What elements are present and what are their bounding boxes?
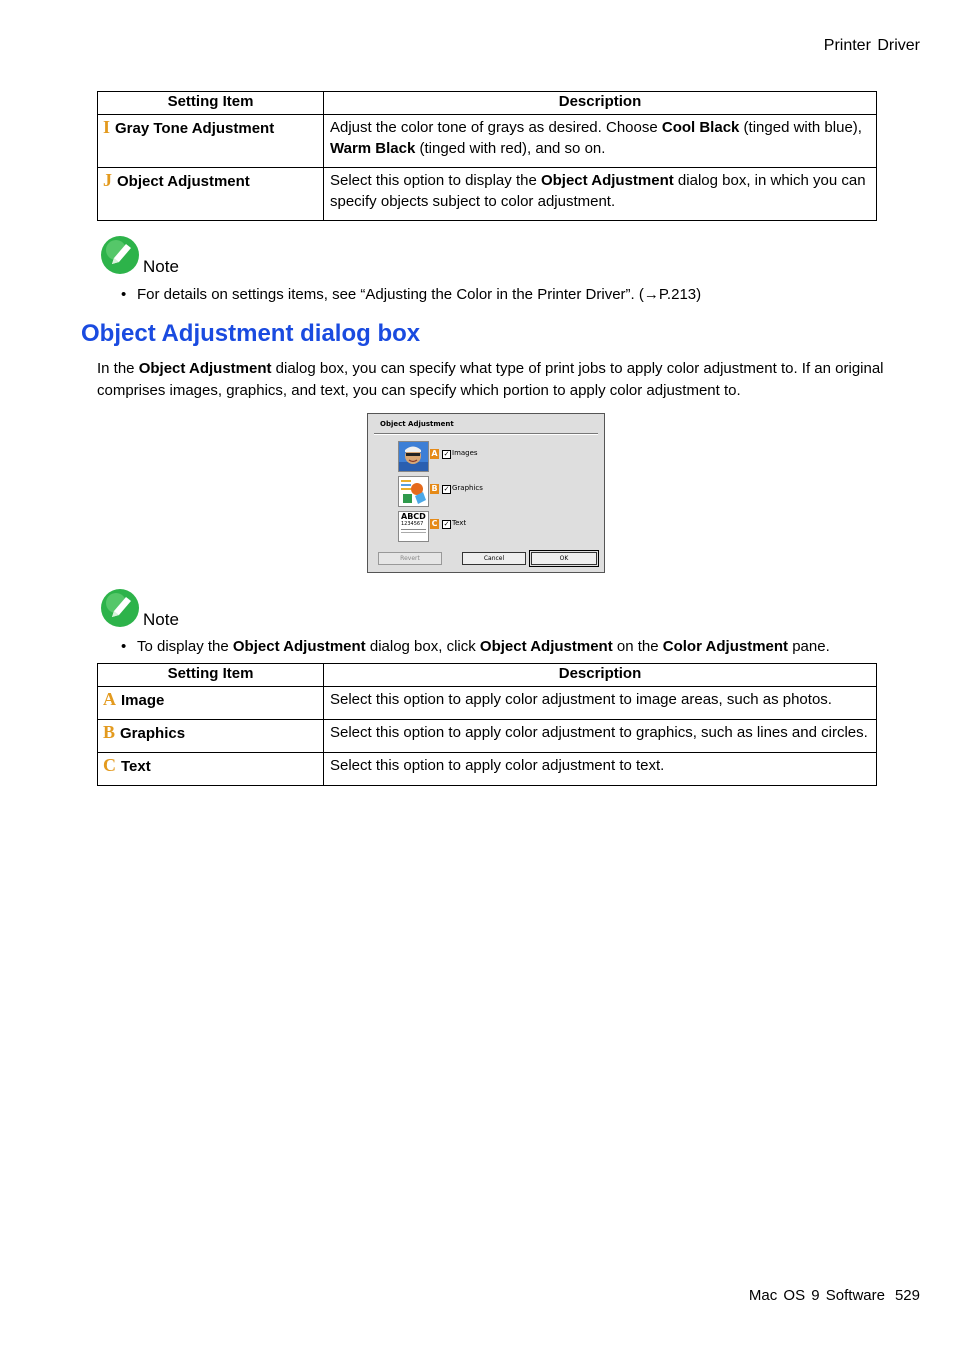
desc-text: dialog box, in which you can specify objects subject to color adjustment. bbox=[330, 172, 866, 210]
note-bullet-text: For details on settings items, see “Adjusting the Color in the Printer Driver”. (→P.213) bbox=[137, 286, 702, 303]
setting-item-name: Gray Tone Adjustment bbox=[115, 120, 275, 137]
option-letter: B bbox=[431, 484, 438, 493]
desc-text: Select this option to display the bbox=[330, 172, 541, 189]
images-thumbnail-icon bbox=[398, 441, 429, 472]
note-text: dialog box, click bbox=[365, 638, 480, 655]
note-text: on the bbox=[612, 638, 663, 655]
item-letter: B bbox=[103, 722, 116, 742]
bullet-dot: • bbox=[121, 638, 127, 655]
graphics-thumbnail-icon bbox=[398, 476, 429, 507]
note-bold-term: Color Adjustment bbox=[662, 638, 789, 655]
dialog-divider bbox=[374, 433, 598, 435]
footer-label: Mac OS 9 Software bbox=[748, 1287, 885, 1304]
dialog-title: Object Adjustment bbox=[380, 420, 454, 428]
table-row bbox=[98, 168, 877, 221]
column-header-setting-item: Setting Item bbox=[98, 92, 324, 115]
note-pencil-icon bbox=[100, 588, 140, 628]
images-checkbox[interactable]: ✓ bbox=[443, 450, 450, 458]
table-row bbox=[98, 720, 877, 753]
desc-bold-term: Cool Black bbox=[661, 119, 740, 136]
revert-button[interactable]: Revert bbox=[378, 552, 442, 565]
intro-paragraph bbox=[97, 358, 887, 402]
setting-item-cell bbox=[98, 753, 324, 786]
desc-bold-term: Warm Black bbox=[330, 140, 416, 157]
note-bullet bbox=[121, 638, 830, 655]
item-letter: I bbox=[103, 117, 111, 137]
item-letter: J bbox=[103, 170, 112, 190]
note-heading bbox=[100, 588, 179, 628]
setting-item-name: Object Adjustment bbox=[117, 173, 250, 190]
column-header-description: Description bbox=[324, 664, 877, 687]
note-text: To display the bbox=[137, 638, 233, 655]
desc-text: (tinged with red), and so on. bbox=[415, 140, 606, 157]
running-footer bbox=[749, 1287, 920, 1304]
table-row bbox=[98, 687, 877, 720]
section-title: Object Adjustment dialog box bbox=[81, 320, 421, 347]
ok-button[interactable]: OK bbox=[531, 552, 597, 565]
setting-item-cell bbox=[98, 115, 324, 168]
setting-item-cell bbox=[98, 720, 324, 753]
note-text: pane. bbox=[788, 638, 830, 655]
setting-item-cell bbox=[98, 168, 324, 221]
setting-item-name: Text bbox=[121, 758, 151, 775]
description-cell bbox=[324, 168, 877, 221]
note-label: Note bbox=[143, 257, 179, 276]
column-header-setting-item: Setting Item bbox=[98, 664, 324, 687]
option-letter: C bbox=[431, 519, 438, 528]
description-cell: Select this option to apply color adjustment to graphics, such as lines and circles. bbox=[324, 720, 877, 753]
desc-text: (tinged with blue), bbox=[739, 119, 862, 136]
item-letter: A bbox=[103, 689, 116, 709]
table-row bbox=[98, 115, 877, 168]
cancel-button[interactable]: Cancel bbox=[462, 552, 526, 565]
setting-item-name: Image bbox=[121, 692, 165, 709]
note-bullet bbox=[121, 286, 701, 303]
settings-table-1 bbox=[97, 91, 877, 221]
table-row bbox=[98, 753, 877, 786]
setting-item-cell bbox=[98, 687, 324, 720]
note-pencil-icon bbox=[100, 235, 140, 275]
note-heading bbox=[100, 235, 179, 275]
option-letter: A bbox=[431, 449, 438, 458]
object-adjustment-dialog bbox=[367, 413, 605, 573]
note-bold-term: Object Adjustment bbox=[479, 638, 613, 655]
intro-text: dialog box, you can specify what type of print jobs to apply color adjustment to. If an original comprises images, graphics, and text, you can specify which portion to apply color adjustment to. bbox=[97, 360, 884, 399]
description-cell: Select this option to apply color adjustment to text. bbox=[324, 753, 877, 786]
text-checkbox[interactable]: ✓ bbox=[443, 520, 450, 528]
graphics-checkbox-label: Graphics bbox=[452, 484, 483, 492]
intro-text: In the bbox=[97, 360, 139, 377]
settings-table-2 bbox=[97, 663, 877, 786]
graphics-checkbox[interactable]: ✓ bbox=[443, 485, 450, 493]
desc-bold-term: Object Adjustment bbox=[540, 172, 674, 189]
text-checkbox-label: Text bbox=[452, 519, 467, 527]
description-cell bbox=[324, 115, 877, 168]
note-label: Note bbox=[143, 610, 179, 629]
text-thumb-line1: ABCD bbox=[401, 512, 426, 521]
running-header: Printer Driver bbox=[823, 37, 920, 54]
column-header-description: Description bbox=[324, 92, 877, 115]
item-letter: C bbox=[103, 755, 116, 775]
page-number: 529 bbox=[894, 1287, 920, 1304]
images-checkbox-label: Images bbox=[452, 449, 478, 457]
setting-item-name: Graphics bbox=[120, 725, 186, 742]
text-thumb-line2: 1234567 bbox=[401, 521, 424, 527]
note-bold-term: Object Adjustment bbox=[232, 638, 366, 655]
description-cell: Select this option to apply color adjustment to image areas, such as photos. bbox=[324, 687, 877, 720]
intro-bold-term: Object Adjustment bbox=[138, 360, 272, 377]
desc-text: Adjust the color tone of grays as desired. Choose bbox=[330, 119, 662, 136]
text-thumbnail-icon bbox=[398, 511, 429, 542]
bullet-dot: • bbox=[121, 286, 127, 303]
